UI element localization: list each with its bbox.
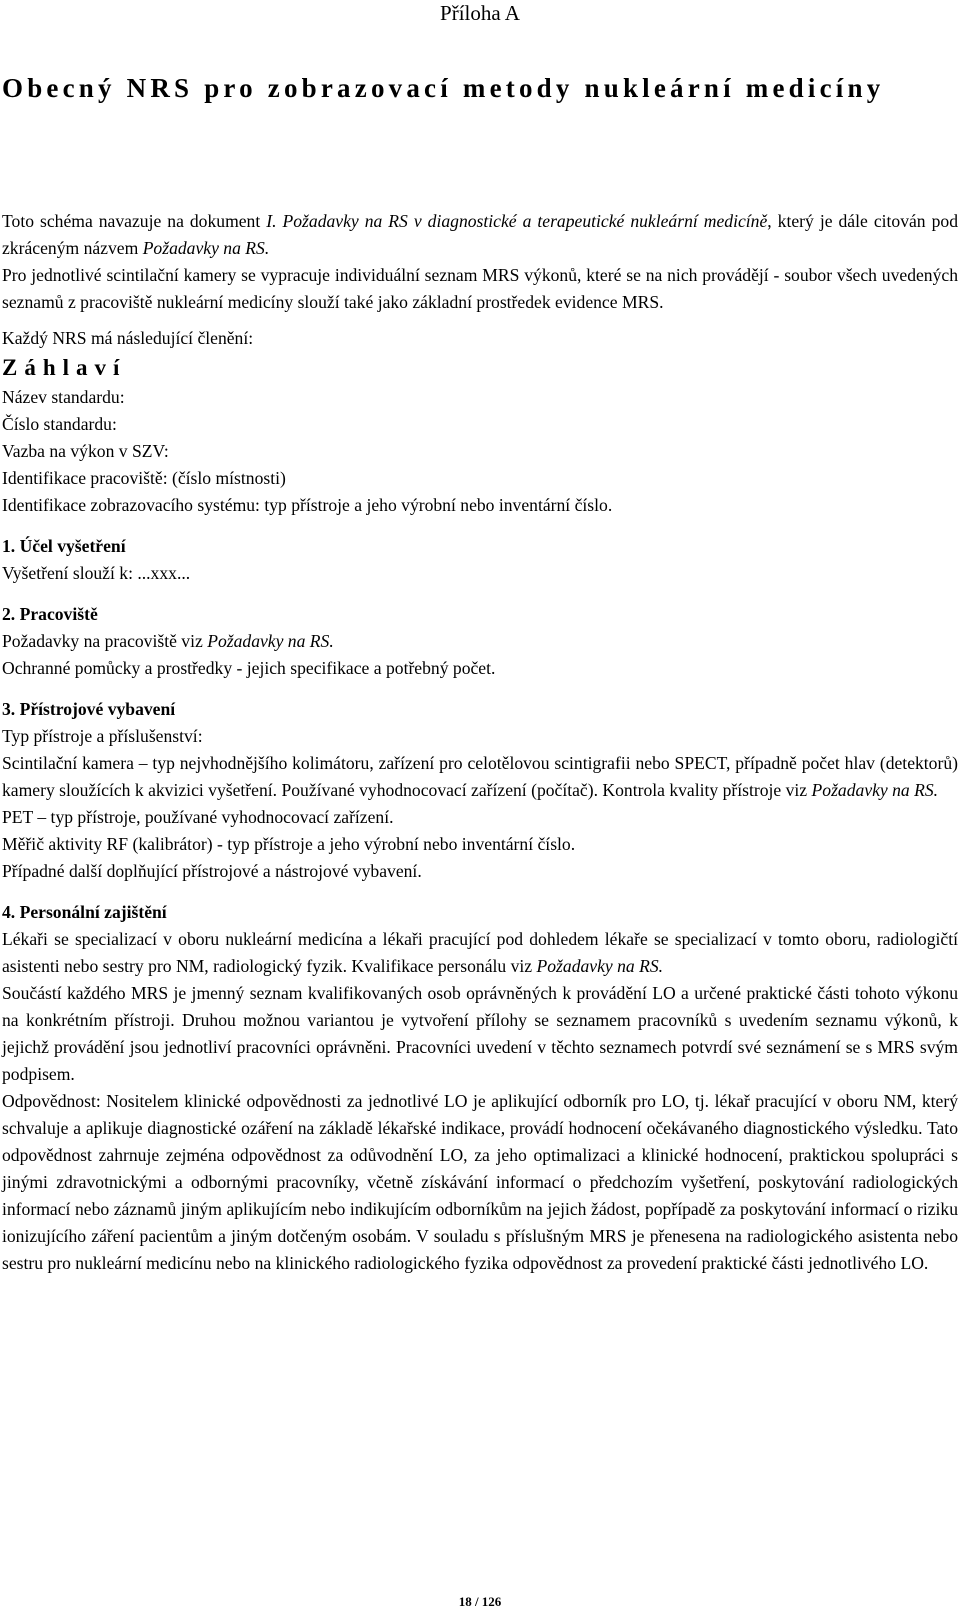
section-3-line-4: Měřič aktivity RF (kalibrátor) - typ přístroje a jeho výrobní nebo inventární číslo. xyxy=(2,834,576,854)
document-title: Obecný NRS pro zobrazovací metody nukleární medicíny xyxy=(2,73,885,103)
section-3-line-1: Typ přístroje a příslušenství: xyxy=(2,726,203,746)
text: , který je dále citován pod zkráceným názvem xyxy=(2,211,958,258)
section-2-heading: 2. Pracoviště xyxy=(2,604,98,624)
zahlavi-heading: Záhlaví xyxy=(2,355,127,380)
section-4-paragraph-3: Odpovědnost: Nositelem klinické odpovědnosti za jednotlivé LO je aplikující odborník pro LO, tj. lékař pracující v oboru NM, který schvaluje a aplikuje diagnostické ozáření na základě lékařské indikace, provádí hodnocení očekávaného diagnostického výsledku. Tato odpovědnost zahrnuje zejména odpovědnost za odůvodnění LO, za jeho optimalizaci a klinické hodnocení, praktickou spolupráci s jinými zdravotnickými a odbornými pracovníky, včetně získávání informací o předchozím vyšetření, poskytování radiologických informací nebo záznamů jiným aplikujícím nebo indikujícím odborníkům na jejich žádost, popřípadě za poskytování informací o riziku ionizujícího záření pacientům a jiným dotčeným osobám. V souladu s příslušným MRS je přenesena na radiologického asistenta nebo sestru pro nukleární medicínu nebo na klinického radiologického fyzika odpovědnost za provedení praktické části jednotlivého LO. xyxy=(2,1091,958,1273)
italic-reference: Požadavky na RS. xyxy=(142,238,270,258)
intro-paragraph-2: Pro jednotlivé scintilační kamery se vypracuje individuální seznam MRS výkonů, které se na nich provádějí - soubor všech uvedených seznamů z pracoviště nukleární medicíny slouží také jako základní prostředek evidence MRS. xyxy=(2,265,958,312)
section-2-line-2: Ochranné pomůcky a prostředky - jejich specifikace a potřebný počet. xyxy=(2,658,496,678)
zahlavi-line: Název standardu: xyxy=(2,387,125,407)
intro-paragraph-1 xyxy=(2,208,958,262)
zahlavi-line: Číslo standardu: xyxy=(2,414,117,434)
section-4-paragraph-1 xyxy=(2,926,958,980)
zahlavi-line: Identifikace zobrazovacího systému: typ přístroje a jeho výrobní nebo inventární číslo. xyxy=(2,495,613,515)
text: Toto schéma navazuje na dokument xyxy=(2,211,267,231)
zahlavi-line: Vazba na výkon v SZV: xyxy=(2,441,169,461)
section-2-line-1 xyxy=(2,628,958,655)
page-number: 18 / 126 xyxy=(458,1594,502,1609)
intro-paragraph-3: Každý NRS má následující členění: xyxy=(2,328,254,348)
italic-reference: I. Požadavky na RS v diagnostické a terapeutické nukleární medicíně xyxy=(266,211,768,231)
text: Lékaři se specializací v oboru nukleární medicína a lékaři pracující pod dohledem lékaře se specializací v tomto oboru, radiologičtí asistenti nebo sestry pro NM, radiologický fyzik. Kvalifikace personálu viz xyxy=(2,929,958,976)
section-3-line-3: PET – typ přístroje, používané vyhodnocovací zařízení. xyxy=(2,807,394,827)
italic-reference: Požadavky na RS. xyxy=(811,780,939,800)
section-3-heading: 3. Přístrojové vybavení xyxy=(2,699,176,719)
document-body xyxy=(2,208,958,1277)
italic-reference: Požadavky na RS. xyxy=(536,956,664,976)
text: Požadavky na pracoviště viz xyxy=(2,631,208,651)
appendix-label: Příloha A xyxy=(440,1,520,25)
italic-reference: Požadavky na RS. xyxy=(207,631,334,651)
section-3-line-5: Případné další doplňující přístrojové a nástrojové vybavení. xyxy=(2,861,422,881)
section-4-paragraph-2: Součástí každého MRS je jmenný seznam kvalifikovaných osob oprávněných k provádění LO a určené praktické části tohoto výkonu na konkrétním přístroji. Druhou možnou variantou je vytvoření přílohy se seznamem pracovníků s uvedením seznamu výkonů, k jejichž provádění jsou jednotliví pracovníci oprávněni. Pracovníci uvedení v těchto seznamech potvrdí své seznámení se s MRS svým podpisem. xyxy=(2,983,958,1084)
text: Scintilační kamera – typ nejvhodnějšího kolimátoru, zařízení pro celotělovou scintigrafii nebo SPECT, případně počet hlav (detektorů) kamery sloužících k akvizici vyšetření. Používané vyhodnocovací zařízení (počítač). Kontrola kvality přístroje viz xyxy=(2,753,958,800)
section-4-heading: 4. Personální zajištění xyxy=(2,902,167,922)
section-1-heading: 1. Účel vyšetření xyxy=(2,536,126,556)
zahlavi-line: Identifikace pracoviště: (číslo místnosti) xyxy=(2,468,286,488)
section-1-line: Vyšetření slouží k: ...xxx... xyxy=(2,563,191,583)
section-3-paragraph-2 xyxy=(2,750,958,804)
